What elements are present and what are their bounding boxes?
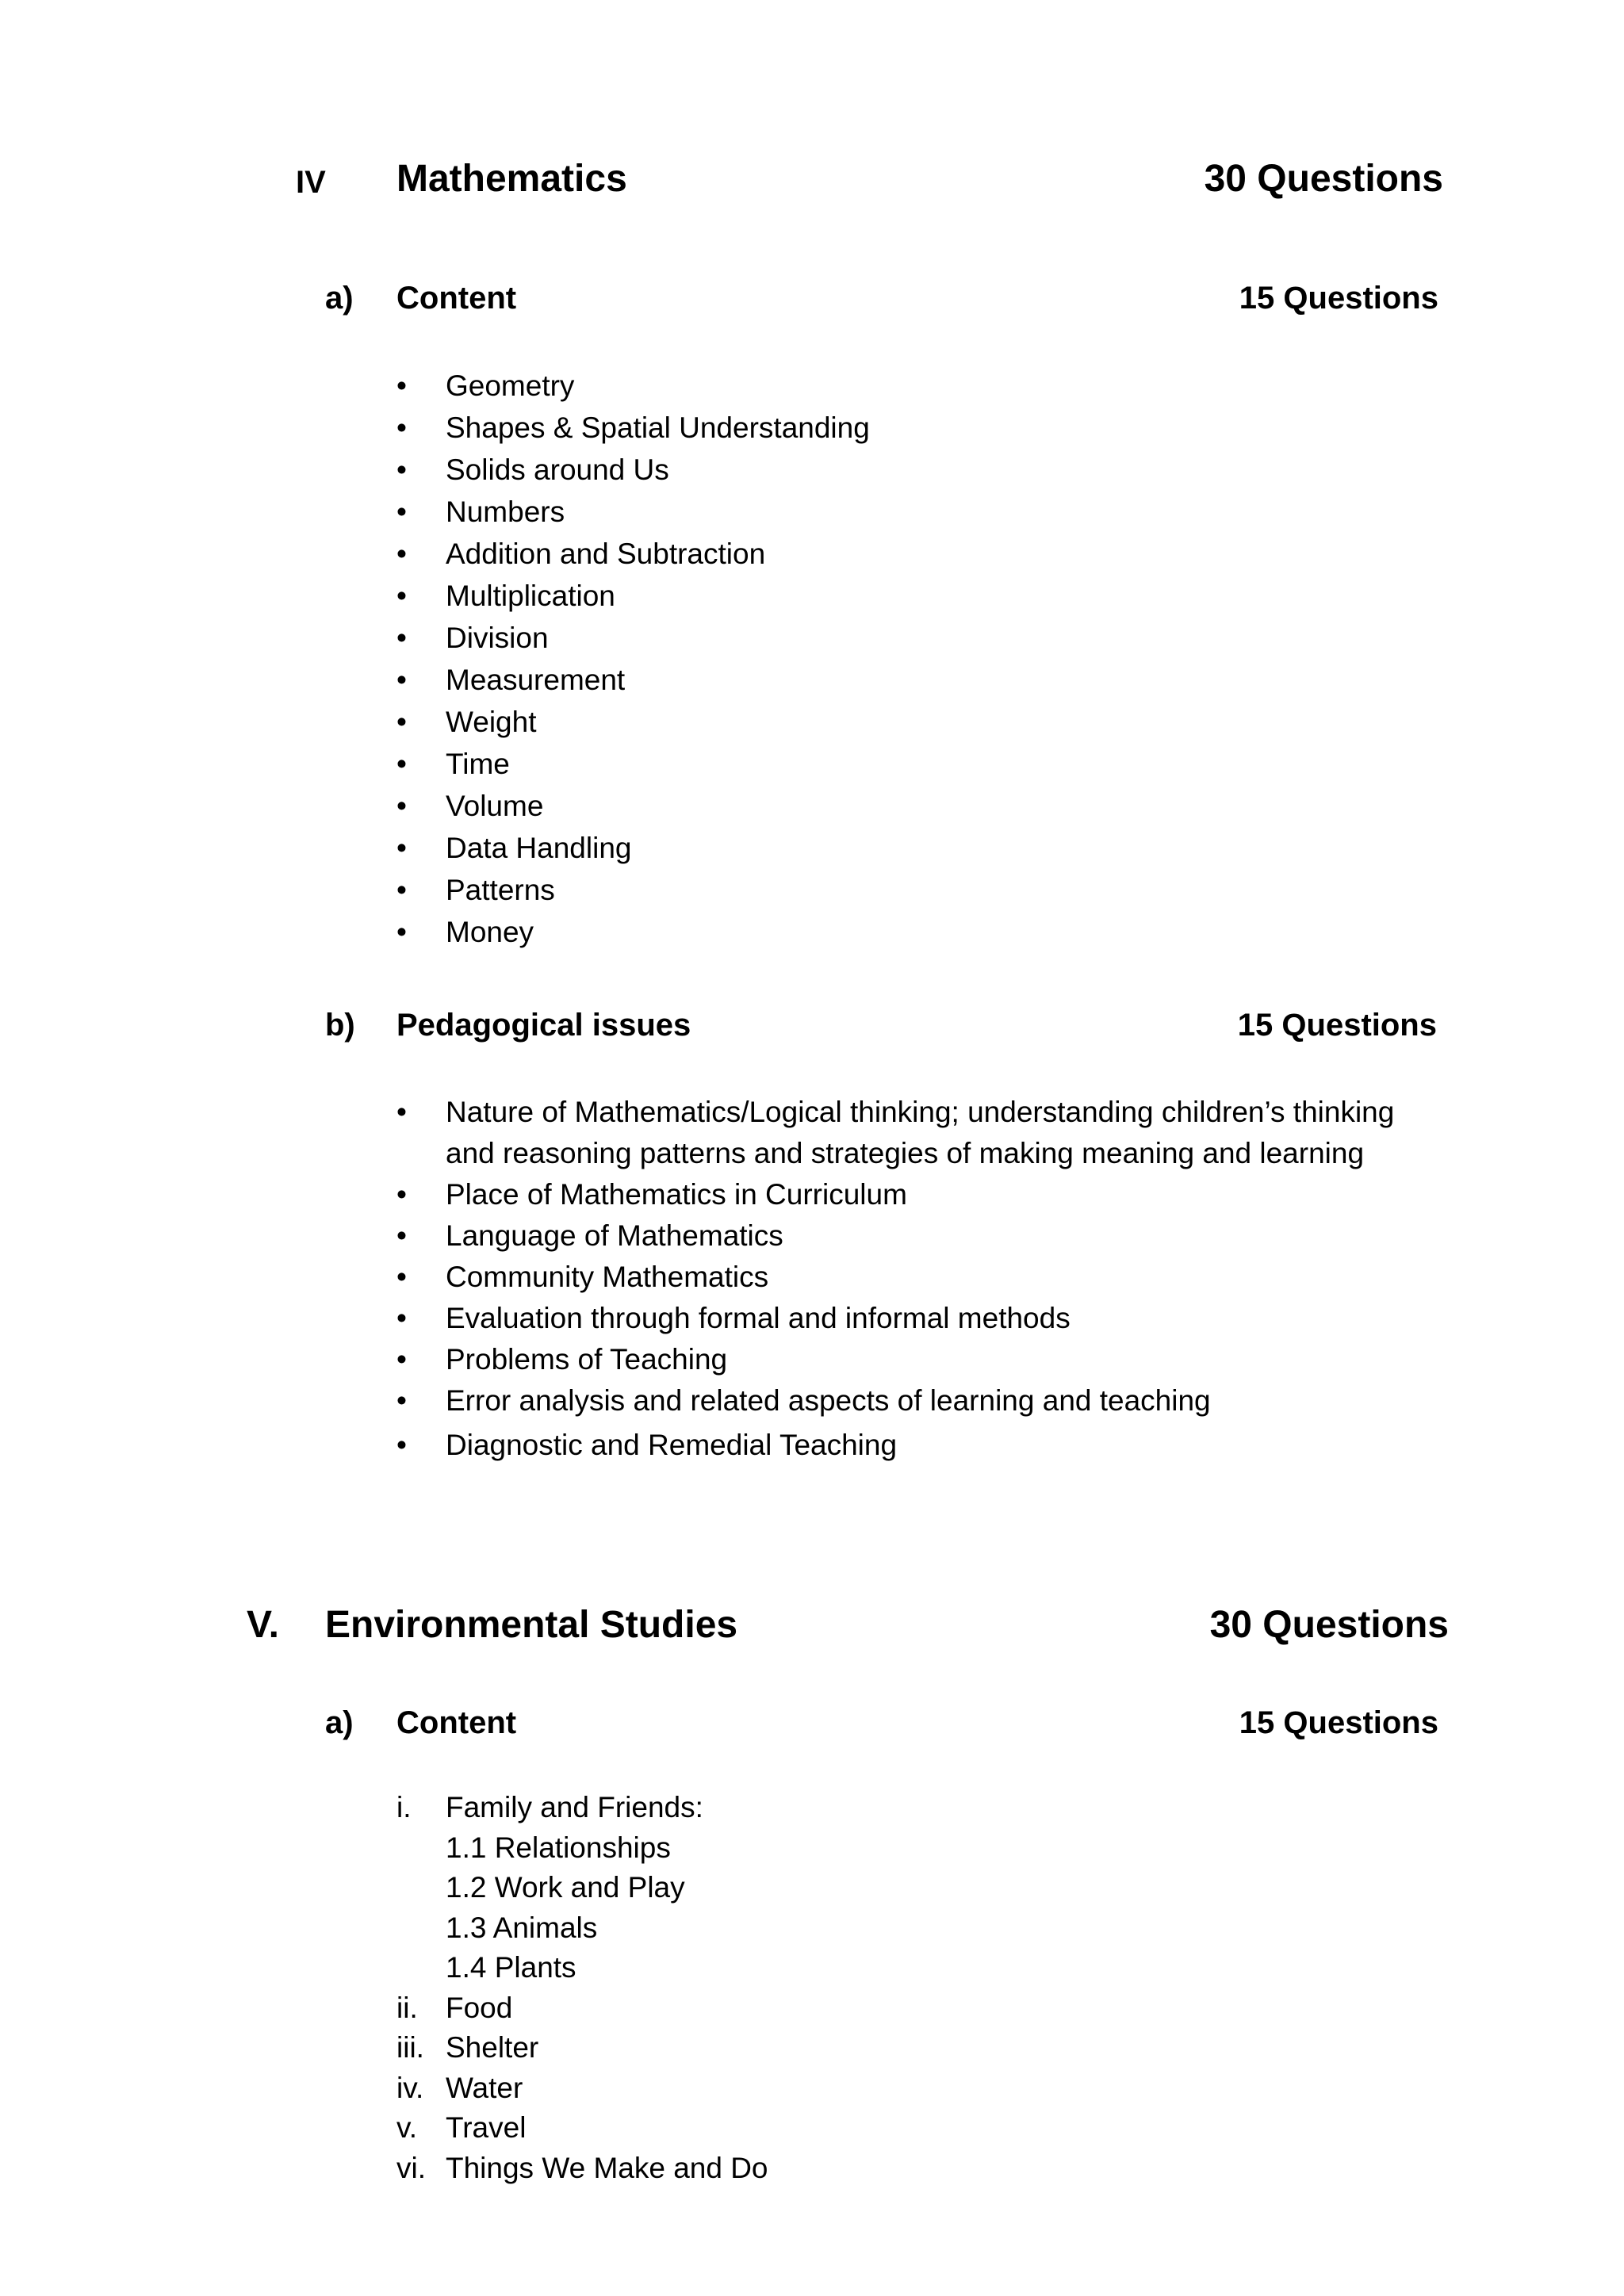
sub-list-item: 1.3 Animals [446,1911,598,1944]
list-item: • Weight [396,701,870,743]
list-item-label: Things We Make and Do [446,2151,768,2184]
subsection-title-math-pedagogy: Pedagogical issues [396,1008,691,1043]
section-count-math: 30 Questions [1204,158,1443,200]
list-item: • Problems of Teaching [396,1339,1483,1380]
list-item: • Shapes & Spatial Understanding [396,407,870,449]
list-item-number: ii. [396,1991,418,2024]
list-item-label: Shelter [446,2031,539,2064]
subsection-title-evs-content: Content [396,1705,517,1740]
list-item-number: iv. [396,2071,424,2104]
list-item-line: • Nature of Mathematics/Logical thinking; understanding children’s thinking [446,1096,1395,1128]
math-content-list [396,365,870,953]
list-item-number: v. [396,2111,418,2144]
section-number-evs: V. [247,1604,279,1646]
list-item [396,2149,768,2189]
list-item-label: Food [446,1991,513,2024]
list-item: • Error analysis and related aspects of learning and teaching [396,1380,1483,1422]
list-item: • Addition and Subtraction [396,533,870,575]
section-title-math: Mathematics [396,158,627,200]
list-item: • Diagnostic and Remedial Teaching [396,1425,1483,1466]
sub-list-item: 1.4 Plants [446,1951,576,1984]
subsection-letter-evs-content: a) [325,1705,354,1740]
list-item: • Measurement [396,659,870,701]
section-title-evs: Environmental Studies [325,1604,738,1646]
list-item-label: Travel [446,2111,527,2144]
list-item: • Community Mathematics [396,1257,1483,1298]
list-item [396,1988,768,2029]
list-item-number: i. [396,1791,412,1823]
list-item: • Place of Mathematics in Curriculum [396,1174,1483,1215]
list-item: • Patterns [396,869,870,911]
list-item: • Language of Mathematics [396,1215,1483,1257]
list-item-number: vi. [396,2151,426,2184]
list-item: • Evaluation through formal and informal methods [396,1298,1483,1339]
list-item-label: Family and Friends: [446,1791,703,1823]
list-item [396,1788,768,1988]
section-number-math: IV [296,165,326,200]
list-item: • Solids around Us [396,449,870,491]
list-item [396,1092,1483,1174]
list-item: • Volume [396,785,870,827]
list-item-line: and reasoning patterns and strategies of making meaning and learning [446,1137,1365,1169]
list-item-number: iii. [396,2031,424,2064]
list-item-label: Water [446,2071,523,2104]
subsection-letter-math-content: a) [325,281,354,316]
list-item: • Division [396,617,870,659]
subsection-count-evs-content: 15 Questions [1239,1705,1438,1740]
list-item [396,2068,768,2109]
sub-list [446,1828,768,1988]
list-item [396,2108,768,2149]
sub-list-item: 1.1 Relationships [446,1831,671,1864]
subsection-letter-math-pedagogy: b) [325,1008,355,1043]
subsection-count-math-content: 15 Questions [1239,281,1438,316]
math-pedagogy-list [396,1092,1483,1466]
subsection-count-math-pedagogy: 15 Questions [1237,1008,1437,1043]
section-count-evs: 30 Questions [1209,1604,1449,1646]
list-item: • Multiplication [396,575,870,617]
list-item: • Geometry [396,365,870,407]
sub-list-item: 1.2 Work and Play [446,1871,685,1904]
list-item [396,2028,768,2068]
list-item: • Data Handling [396,827,870,869]
subsection-title-math-content: Content [396,281,517,316]
list-item: • Time [396,743,870,785]
evs-content-list [396,1788,768,2188]
list-item: • Money [396,911,870,953]
list-item: • Numbers [396,491,870,533]
